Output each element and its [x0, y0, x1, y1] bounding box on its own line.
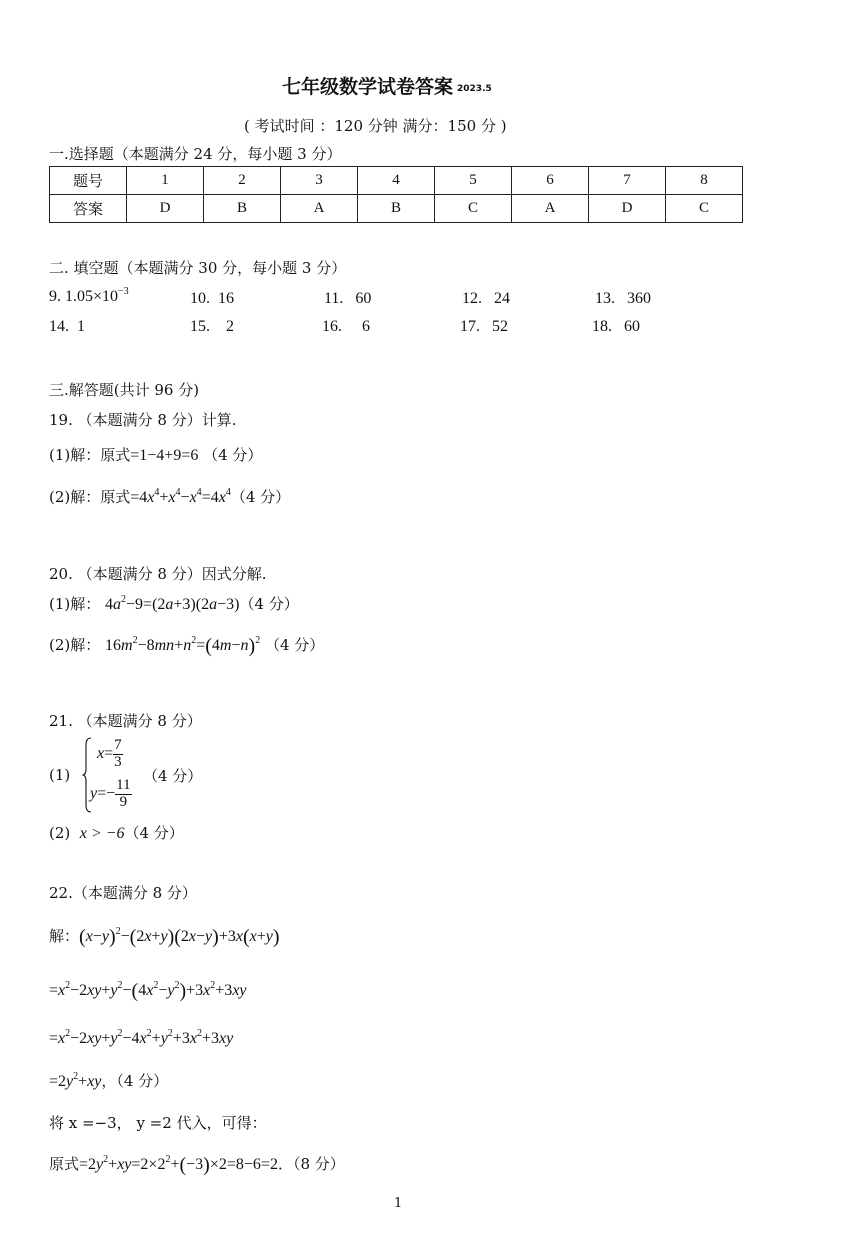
- page-number: 1: [394, 1196, 403, 1211]
- question-number: 1: [127, 167, 204, 195]
- question-number: 8: [666, 167, 743, 195]
- item-exponent: −3: [118, 286, 129, 297]
- line-expression: $=2y^2+xy$: [49, 1071, 102, 1090]
- part-score: （4 分）: [264, 636, 325, 654]
- part-score: （4 分）: [124, 824, 184, 842]
- fill-item-13: [595, 290, 651, 308]
- line-label: 解：: [49, 927, 80, 945]
- q19-part1: [49, 444, 262, 465]
- item-answer: 1: [77, 318, 85, 335]
- item-number: 13.: [595, 290, 615, 307]
- item-answer: 360: [627, 290, 651, 307]
- answer-cell: D: [127, 195, 204, 223]
- part-expression: x > −6: [79, 825, 125, 842]
- part-label: (2)解：: [49, 636, 101, 654]
- q21-part2: [49, 822, 184, 843]
- q20-part2: [49, 634, 324, 658]
- item-number: 17.: [460, 318, 480, 335]
- item-number: 16.: [322, 318, 342, 335]
- section1-heading: 一.选择题（本题满分 24 分，每小题 3 分）: [49, 145, 342, 163]
- table-row: [50, 195, 743, 223]
- q22-line3: $=x^2-2xy+y^2-4x^2+y^2+3x^2+3xy$: [49, 1028, 234, 1047]
- answer-cell: A: [281, 195, 358, 223]
- question-number: 7: [589, 167, 666, 195]
- fill-item-12: [462, 290, 510, 308]
- section2-heading: 二. 填空题（本题满分 30 分，每小题 3 分）: [49, 259, 347, 277]
- item-number: 9.: [49, 288, 61, 305]
- answer-cell: A: [512, 195, 589, 223]
- fill-item-16: [322, 318, 370, 336]
- q22-substitute: 将 x =−3， y =2 代入，可得：: [49, 1114, 267, 1132]
- q19-part2: [49, 486, 290, 507]
- fill-item-11: [324, 290, 371, 308]
- question-number: 3: [281, 167, 358, 195]
- q21-part1-label: (1): [49, 766, 71, 784]
- row-label-answer: 答案: [50, 195, 127, 223]
- table-row: [50, 167, 743, 195]
- part-label: (2)解：原式: [49, 488, 131, 506]
- line-expression: $=2y^2+xy=2\times 2^2+(-3)\times 2=8-6=2$: [79, 1154, 278, 1176]
- item-number: 10.: [190, 290, 210, 307]
- q22-heading: 22.（本题满分 8 分）: [49, 884, 197, 902]
- question-number: 2: [204, 167, 281, 195]
- q22-line4: [49, 1070, 168, 1091]
- fraction: $\frac{11}{9}$: [116, 777, 131, 810]
- question-number: 4: [358, 167, 435, 195]
- part-score: （4 分）: [239, 595, 299, 613]
- line-label: 原式: [49, 1155, 80, 1173]
- item-number: 11.: [324, 290, 344, 307]
- answer-cell: C: [666, 195, 743, 223]
- q22-line1: [49, 925, 280, 949]
- q22-final: [49, 1153, 345, 1177]
- fill-item-15: [190, 318, 234, 336]
- part-expression: $=4x^4+x^4-x^4=4x^4$: [130, 487, 231, 506]
- item-answer: 52: [492, 318, 508, 335]
- line-score: ，（4 分）: [101, 1072, 169, 1090]
- part-score: （4 分）: [203, 446, 263, 464]
- q19-heading: 19. （本题满分 8 分）计算.: [49, 411, 237, 429]
- question-number: 6: [512, 167, 589, 195]
- q22-line2: $=x^2-2xy+y^2-(4x^2-y^2)+3x^2+3xy$: [49, 980, 247, 1002]
- item-answer: 24: [494, 290, 510, 307]
- item-number: 14.: [49, 318, 69, 335]
- fill-item-18: [592, 318, 640, 336]
- item-answer: 16: [218, 290, 234, 307]
- page-title: [282, 72, 492, 99]
- fraction: $\frac{7}{3}$: [114, 737, 122, 770]
- answer-cell: C: [435, 195, 512, 223]
- fill-item-9: [49, 288, 129, 306]
- question-number: 5: [435, 167, 512, 195]
- title-text: 七年级数学试卷答案: [282, 76, 454, 98]
- part-expression: $4a^2-9=(2a+3)(2a-3)$: [105, 594, 240, 613]
- item-answer: 1.05×10: [65, 288, 119, 305]
- q21-x-solution: x= $\frac{7}{3}$: [97, 737, 122, 770]
- line-expression: $(x-y)^2-(2x+y)(2x-y)+3x(x+y)$: [79, 926, 280, 948]
- fill-item-10: [190, 290, 234, 308]
- section3-heading: 三.解答题(共计 96 分): [49, 381, 200, 399]
- q21-y-solution: y=− $\frac{11}{9}$: [90, 777, 131, 810]
- part-expression: $16m^2-8mn+n^2=(4m-n)^2$: [105, 635, 261, 657]
- q20-part1: [49, 593, 299, 614]
- item-answer: 6: [362, 318, 370, 335]
- answer-table: [49, 166, 743, 223]
- exam-info: ( 考试时间 ：120 分钟 满分：150 分 ): [244, 117, 507, 135]
- item-answer: 60: [624, 318, 640, 335]
- item-number: 15.: [190, 318, 210, 335]
- part-label: (2): [49, 824, 71, 842]
- part-score: （4 分）: [230, 488, 291, 506]
- fill-item-17: [460, 318, 508, 336]
- row-label-number: 题号: [50, 167, 127, 195]
- line-score: ．（8 分）: [277, 1155, 345, 1173]
- part-label: (1)解：原式: [49, 446, 131, 464]
- answer-cell: D: [589, 195, 666, 223]
- part-expression: =1−4+9=6: [130, 447, 199, 464]
- item-answer: 2: [226, 318, 234, 335]
- q20-heading: 20. （本题满分 8 分）因式分解.: [49, 565, 267, 583]
- fill-item-14: [49, 318, 85, 336]
- item-number: 12.: [462, 290, 482, 307]
- q21-heading: 21. （本题满分 8 分）: [49, 712, 202, 730]
- title-date: 2023.5: [457, 84, 492, 94]
- answer-cell: B: [204, 195, 281, 223]
- part-label: (1)解：: [49, 595, 101, 613]
- answer-cell: B: [358, 195, 435, 223]
- item-answer: 60: [355, 290, 372, 307]
- q21-part1-score: （4 分）: [143, 767, 203, 785]
- item-number: 18.: [592, 318, 612, 335]
